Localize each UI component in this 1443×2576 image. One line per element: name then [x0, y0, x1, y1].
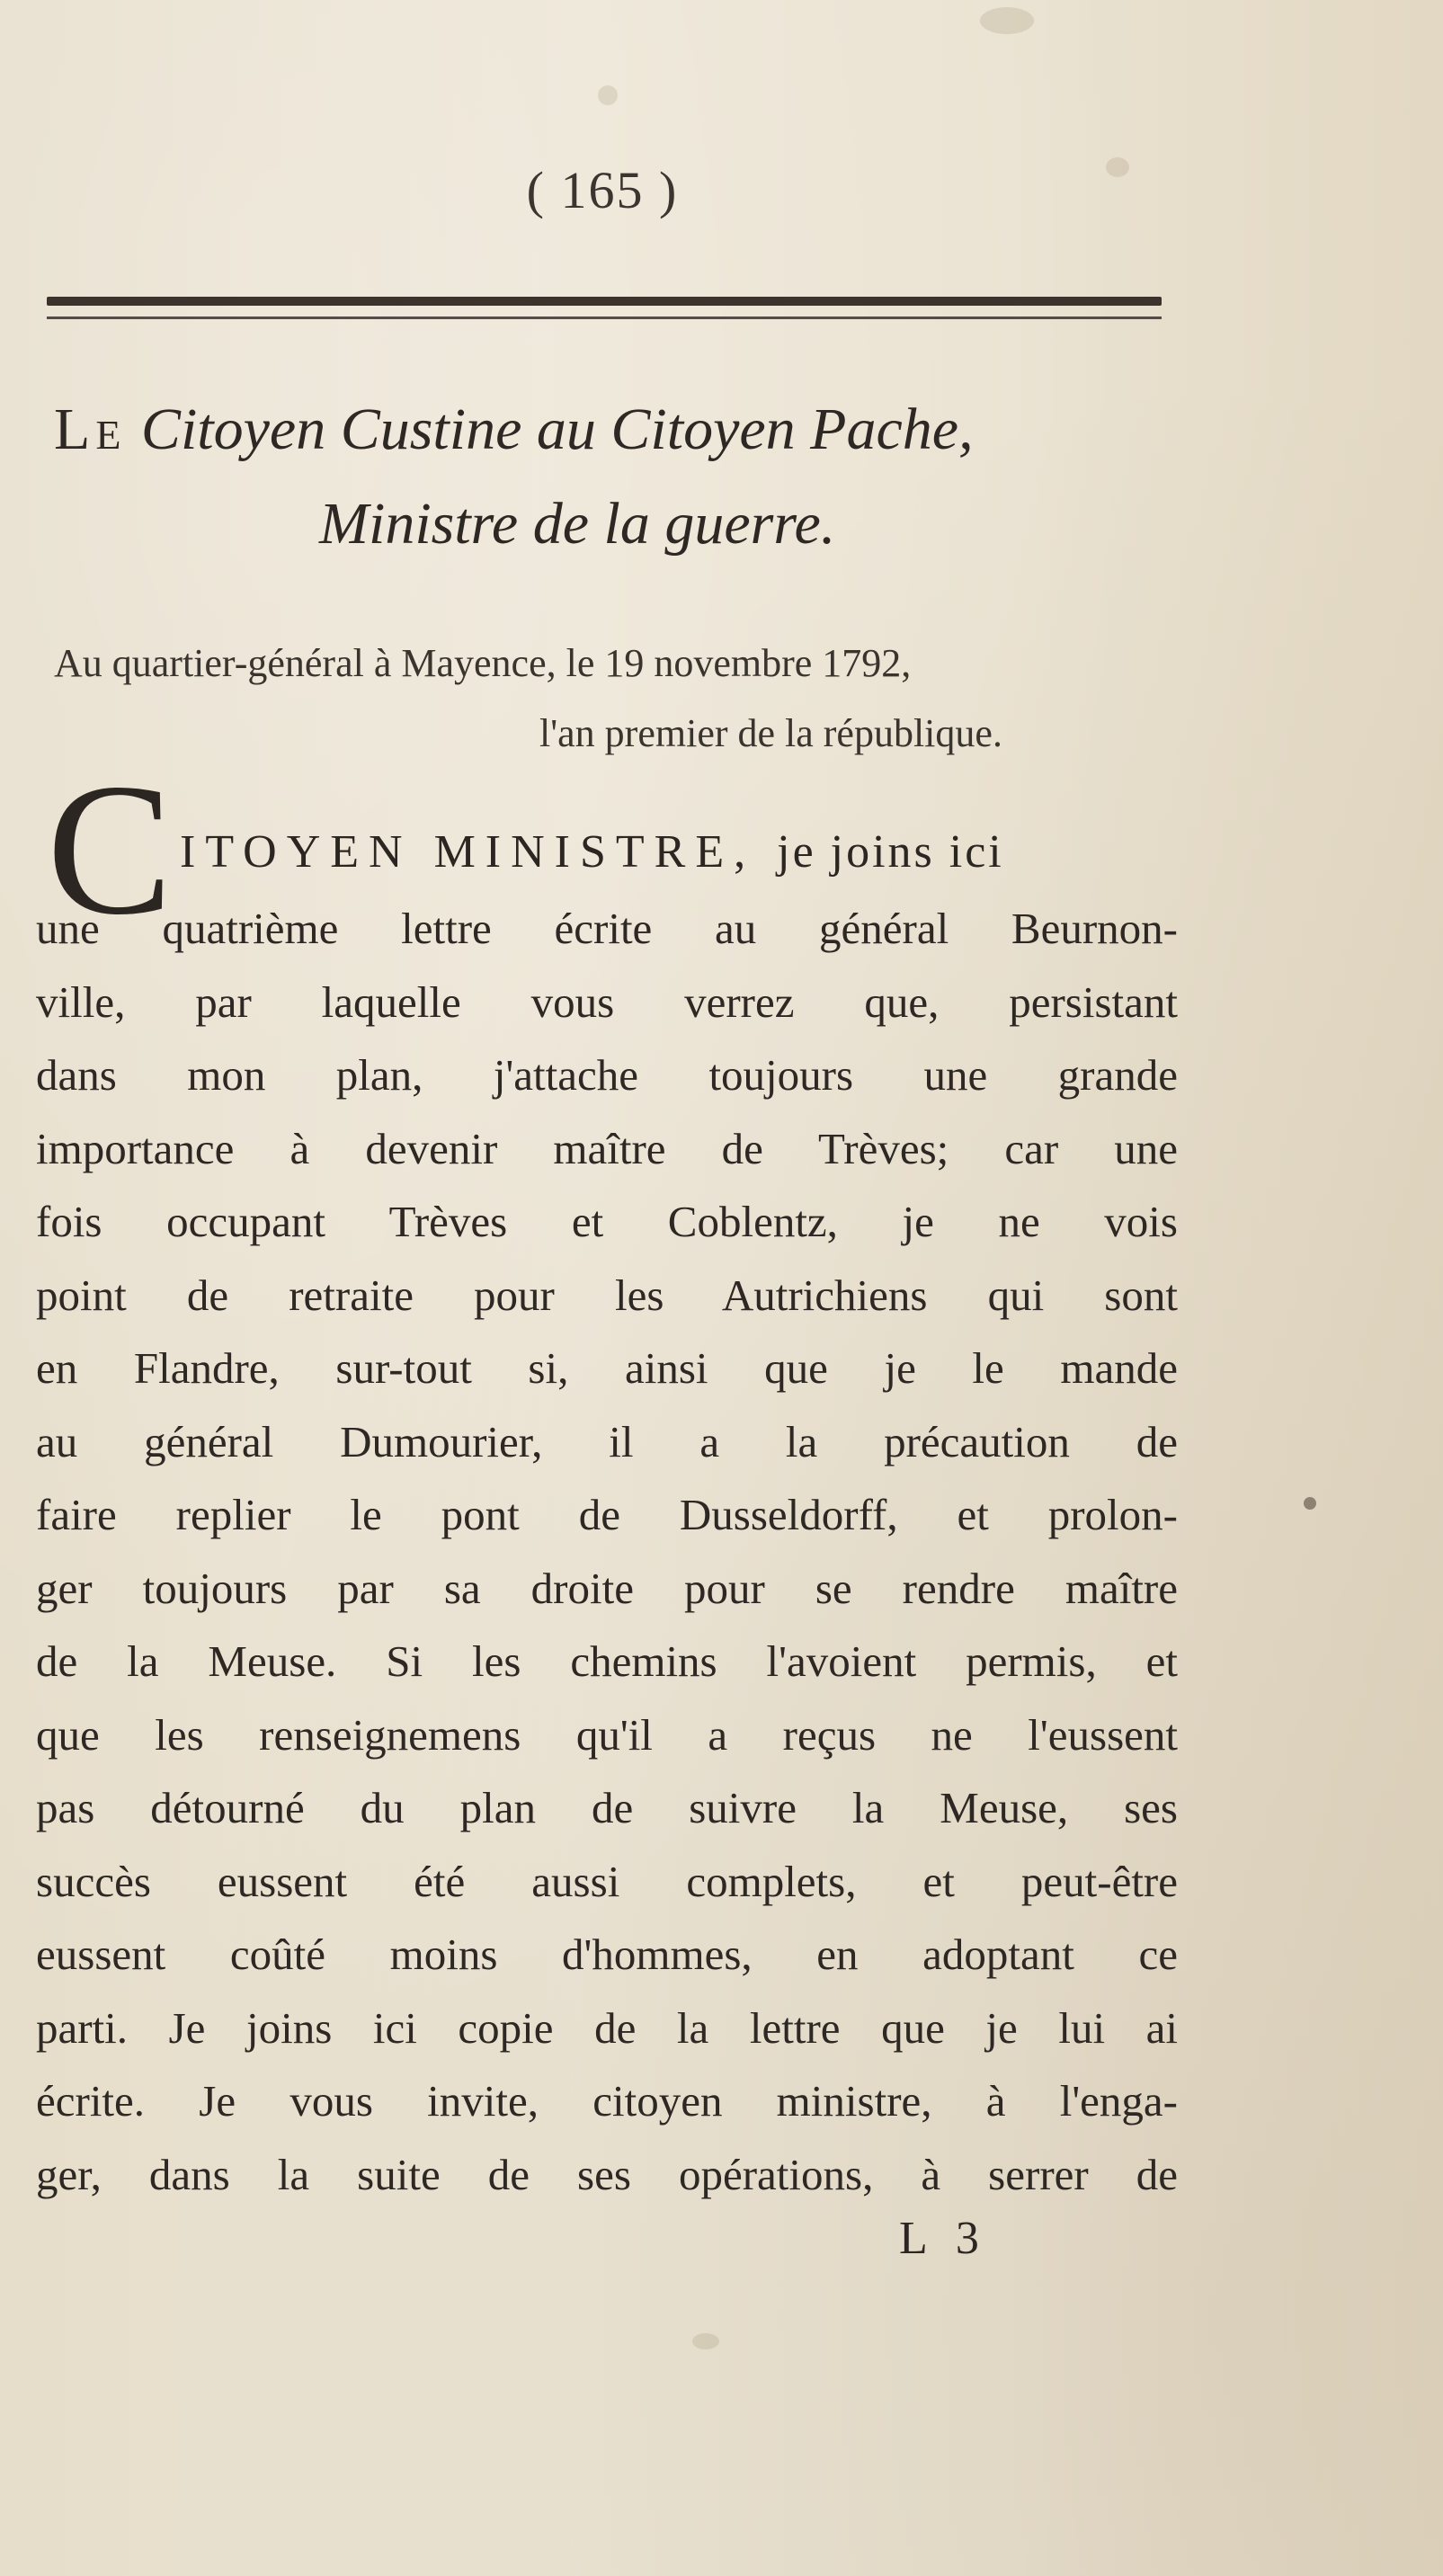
- salutation-caps: ITOYEN MINISTRE,: [180, 826, 756, 878]
- body-text-line: une quatrième lettre écrite au général Beurnon-: [36, 904, 1178, 953]
- title-line1: Citoyen Custine au Citoyen Pache,: [140, 397, 974, 462]
- letter-title: [54, 396, 1178, 464]
- title-line2: Ministre de la guerre.: [319, 491, 836, 557]
- title-smallcaps: Le: [54, 397, 127, 462]
- header-rule-thin: [47, 316, 1162, 319]
- body-text-line: pas détourné du plan de suivre la Meuse, ses: [36, 1783, 1178, 1832]
- paper-stain: [598, 85, 618, 105]
- body-text-line: que les renseignemens qu'il a reçus ne l'eussent: [36, 1709, 1178, 1760]
- body-text-line: ville, par laquelle vous verrez que, persistant: [36, 976, 1178, 1027]
- paper-stain: [1304, 1497, 1316, 1510]
- header-rule: [47, 297, 1162, 306]
- body-text-line: point de retraite pour les Autrichiens qui sont: [36, 1270, 1178, 1320]
- paper-stain: [980, 7, 1034, 34]
- dateline-place-date: Au quartier-général à Mayence, le 19 novembre 1792,: [54, 641, 912, 685]
- drop-cap: C: [47, 745, 174, 954]
- body-text-line: écrite. Je vous invite, citoyen ministre, à l'enga-: [36, 2076, 1178, 2126]
- page-number: ( 165 ): [526, 161, 679, 219]
- body-text-line: importance à devenir maître de Trèves; car une: [36, 1123, 1178, 1173]
- body-text-line: eussent coûté moins d'hommes, en adoptant ce: [36, 1930, 1178, 1979]
- body-text-line: de la Meuse. Si les chemins l'avoient permis, et: [36, 1636, 1178, 1686]
- body-text-line: faire replier le pont de Dusseldorff, et prolon-: [36, 1490, 1178, 1539]
- salutation-rest: je joins ici: [777, 826, 1004, 878]
- body-text-line: en Flandre, sur-tout si, ainsi que je le mande: [36, 1343, 1178, 1393]
- body-text-line: dans mon plan, j'attache toujours une grande: [36, 1050, 1178, 1100]
- paper-stain: [692, 2333, 719, 2349]
- body-text-line: ger toujours par sa droite pour se rendre maître: [36, 1563, 1178, 1613]
- body-text-line: ger, dans la suite de ses opérations, à serrer de: [36, 2149, 1178, 2199]
- body-text-line: succès eussent été aussi complets, et peut-être: [36, 1856, 1178, 1906]
- body-text-line: au général Dumourier, il a la précaution de: [36, 1416, 1178, 1466]
- body-text-line: fois occupant Trèves et Coblentz, je ne vois: [36, 1197, 1178, 1246]
- signature-mark: L 3: [899, 2213, 988, 2264]
- dateline-republic-year: l'an premier de la république.: [539, 711, 1002, 755]
- body-text-line: parti. Je joins ici copie de la lettre que je lui ai: [36, 2002, 1178, 2053]
- salutation: [180, 825, 1004, 878]
- paper-stain: [1106, 157, 1129, 177]
